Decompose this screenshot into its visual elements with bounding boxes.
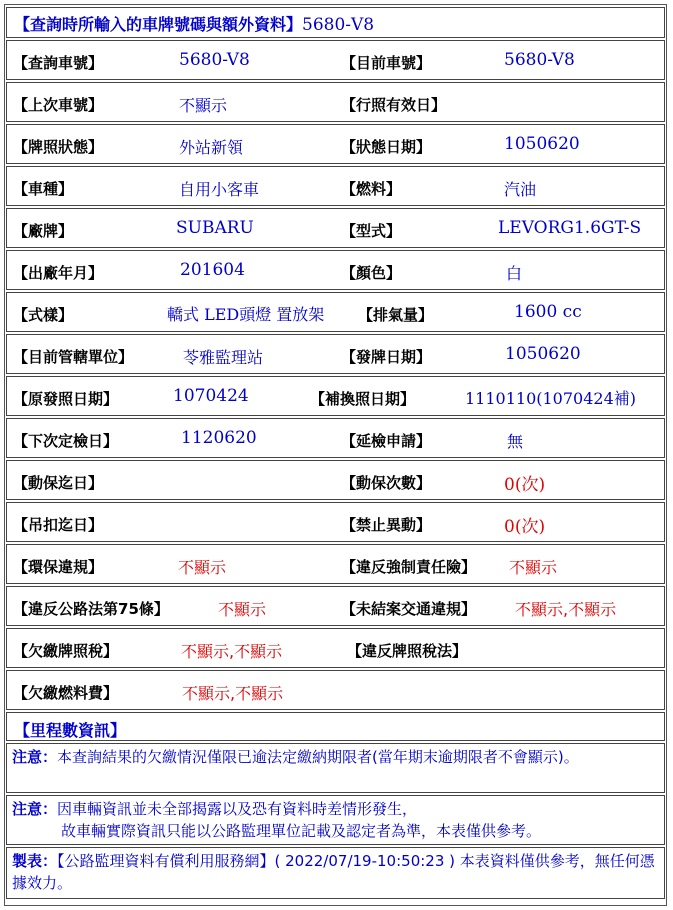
row-next-inspection [6,418,665,458]
value-jurisdiction: 苓雅監理站 [183,348,264,367]
report-title: 【查詢時所輸入的車牌號碼與額外資料】5680-V8 [14,15,375,35]
label-environmental-violation: 【環保違規】 [13,558,104,576]
label-license-expiry: 【行照有效日】 [341,96,447,114]
label-open-traffic-violation: 【未結案交通違規】 [341,600,477,618]
label-fuel: 【燃料】 [341,180,402,198]
label-displacement: 【排氣量】 [358,306,434,324]
value-original-license-date: 1070424 [173,386,249,406]
label-unpaid-fuel-fee: 【欠繳燃料費】 [13,684,119,702]
value-inspection-extension: 無 [507,432,524,451]
value-fuel: 汽油 [504,180,537,199]
label-model: 【型式】 [341,222,402,240]
row-manufacture-date [6,250,665,290]
row-plate-status [6,124,665,164]
label-query-plate: 【查詢車號】 [13,54,104,72]
mileage-heading: 【里程數資訊】 [14,721,127,740]
value-highway-act-violation: 不顯示 [218,600,267,619]
value-brand: SUBARU [176,218,254,238]
label-color: 【顏色】 [341,264,402,282]
row-highway-act [6,586,665,626]
value-transfer-ban: 0(次) [504,517,546,537]
note-disclaimer [6,795,665,845]
row-environmental [6,544,665,584]
value-plate-status: 外站新領 [179,138,244,157]
label-inspection-extension: 【延檢申請】 [341,432,432,450]
value-current-plate: 5680-V8 [504,50,575,70]
value-unpaid-license-tax: 不顯示,不顯示 [181,642,283,661]
note-overdue-label: 注意： [12,748,58,766]
value-status-date: 1050620 [504,134,580,154]
label-transfer-ban: 【禁止異動】 [341,516,432,534]
value-previous-plate: 不顯示 [179,96,228,115]
label-unpaid-license-tax: 【欠繳牌照稅】 [13,642,119,660]
label-vehicle-type: 【車種】 [13,180,74,198]
value-vehicle-type: 自用小客車 [179,180,260,199]
label-status-date: 【狀態日期】 [341,138,432,156]
value-model: LEVORG1.6GT-S [498,218,642,238]
label-brand: 【廠牌】 [13,222,74,240]
label-chattel-mortgage-count: 【動保次數】 [341,474,432,492]
label-manufacture-date: 【出廠年月】 [13,264,104,282]
value-manufacture-date: 201604 [180,260,245,280]
label-previous-plate: 【上次車號】 [13,96,104,114]
value-query-plate: 5680-V8 [179,50,250,70]
label-current-plate: 【目前車號】 [341,54,432,72]
value-open-traffic-violation: 不顯示,不顯示 [515,600,617,619]
row-chattel-mortgage [6,460,665,500]
label-next-inspection: 【下次定檢日】 [13,432,119,450]
footer-label: 製表： [12,852,58,870]
label-chattel-mortgage-end: 【動保迄日】 [13,474,104,492]
row-body-style [6,292,665,332]
note-disclaimer-line2: 故車輛實際資訊只能以公路監理單位記載及認定者為準，本表僅供參考。 [61,822,542,840]
label-insurance-violation: 【違反強制責任險】 [341,558,477,576]
label-body-style: 【式樣】 [13,306,74,324]
value-reissue-date: 1110110(1070424補) [465,389,637,408]
row-original-license-date [6,376,665,416]
report-title-bar [6,7,665,38]
note-overdue [6,743,665,793]
label-highway-act-violation: 【違反公路法第75條】 [13,600,169,618]
value-environmental-violation: 不顯示 [178,558,227,577]
value-body-style: 轎式 LED頭燈 置放架 [167,305,325,324]
label-plate-issue-date: 【發牌日期】 [341,348,432,366]
value-plate-issue-date: 1050620 [505,344,581,364]
label-plate-status: 【牌照狀態】 [13,138,104,156]
row-license-tax [6,628,665,668]
value-insurance-violation: 不顯示 [509,558,558,577]
row-previous-plate [6,82,665,122]
note-overdue-text: 本查詢結果的欠繳情況僅限已逾法定繳納期限者(當年期末逾期限者不會顯示)。 [57,748,579,766]
mileage-section [6,712,665,741]
value-color: 白 [506,264,523,283]
row-brand [6,208,665,248]
row-fuel-fee [6,670,665,710]
label-suspension-end: 【吊扣迄日】 [13,516,104,534]
value-next-inspection: 1120620 [181,428,257,448]
row-vehicle-type [6,166,665,206]
footer-text: 【公路監理資料有償利用服務網】( 2022/07/19-10:50:23 ) 本表資料僅供參考，無任何憑據效力。 [12,852,655,892]
value-displacement: 1600 cc [514,302,582,322]
row-jurisdiction [6,334,665,374]
label-reissue-date: 【補換照日期】 [310,390,416,408]
label-original-license-date: 【原發照日期】 [13,390,119,408]
label-license-tax-violation: 【違反牌照稅法】 [347,642,468,660]
value-unpaid-fuel-fee: 不顯示,不顯示 [182,684,284,703]
label-jurisdiction: 【目前管轄單位】 [13,348,134,366]
note-disclaimer-label: 注意： [12,800,58,818]
value-chattel-mortgage-count: 0(次) [504,475,546,495]
note-disclaimer-line1: 因車輛資訊並未全部揭露以及恐有資料時差情形發生， [57,800,418,818]
row-query-plate [6,40,665,80]
row-suspension [6,502,665,542]
footer-credit [6,847,665,899]
